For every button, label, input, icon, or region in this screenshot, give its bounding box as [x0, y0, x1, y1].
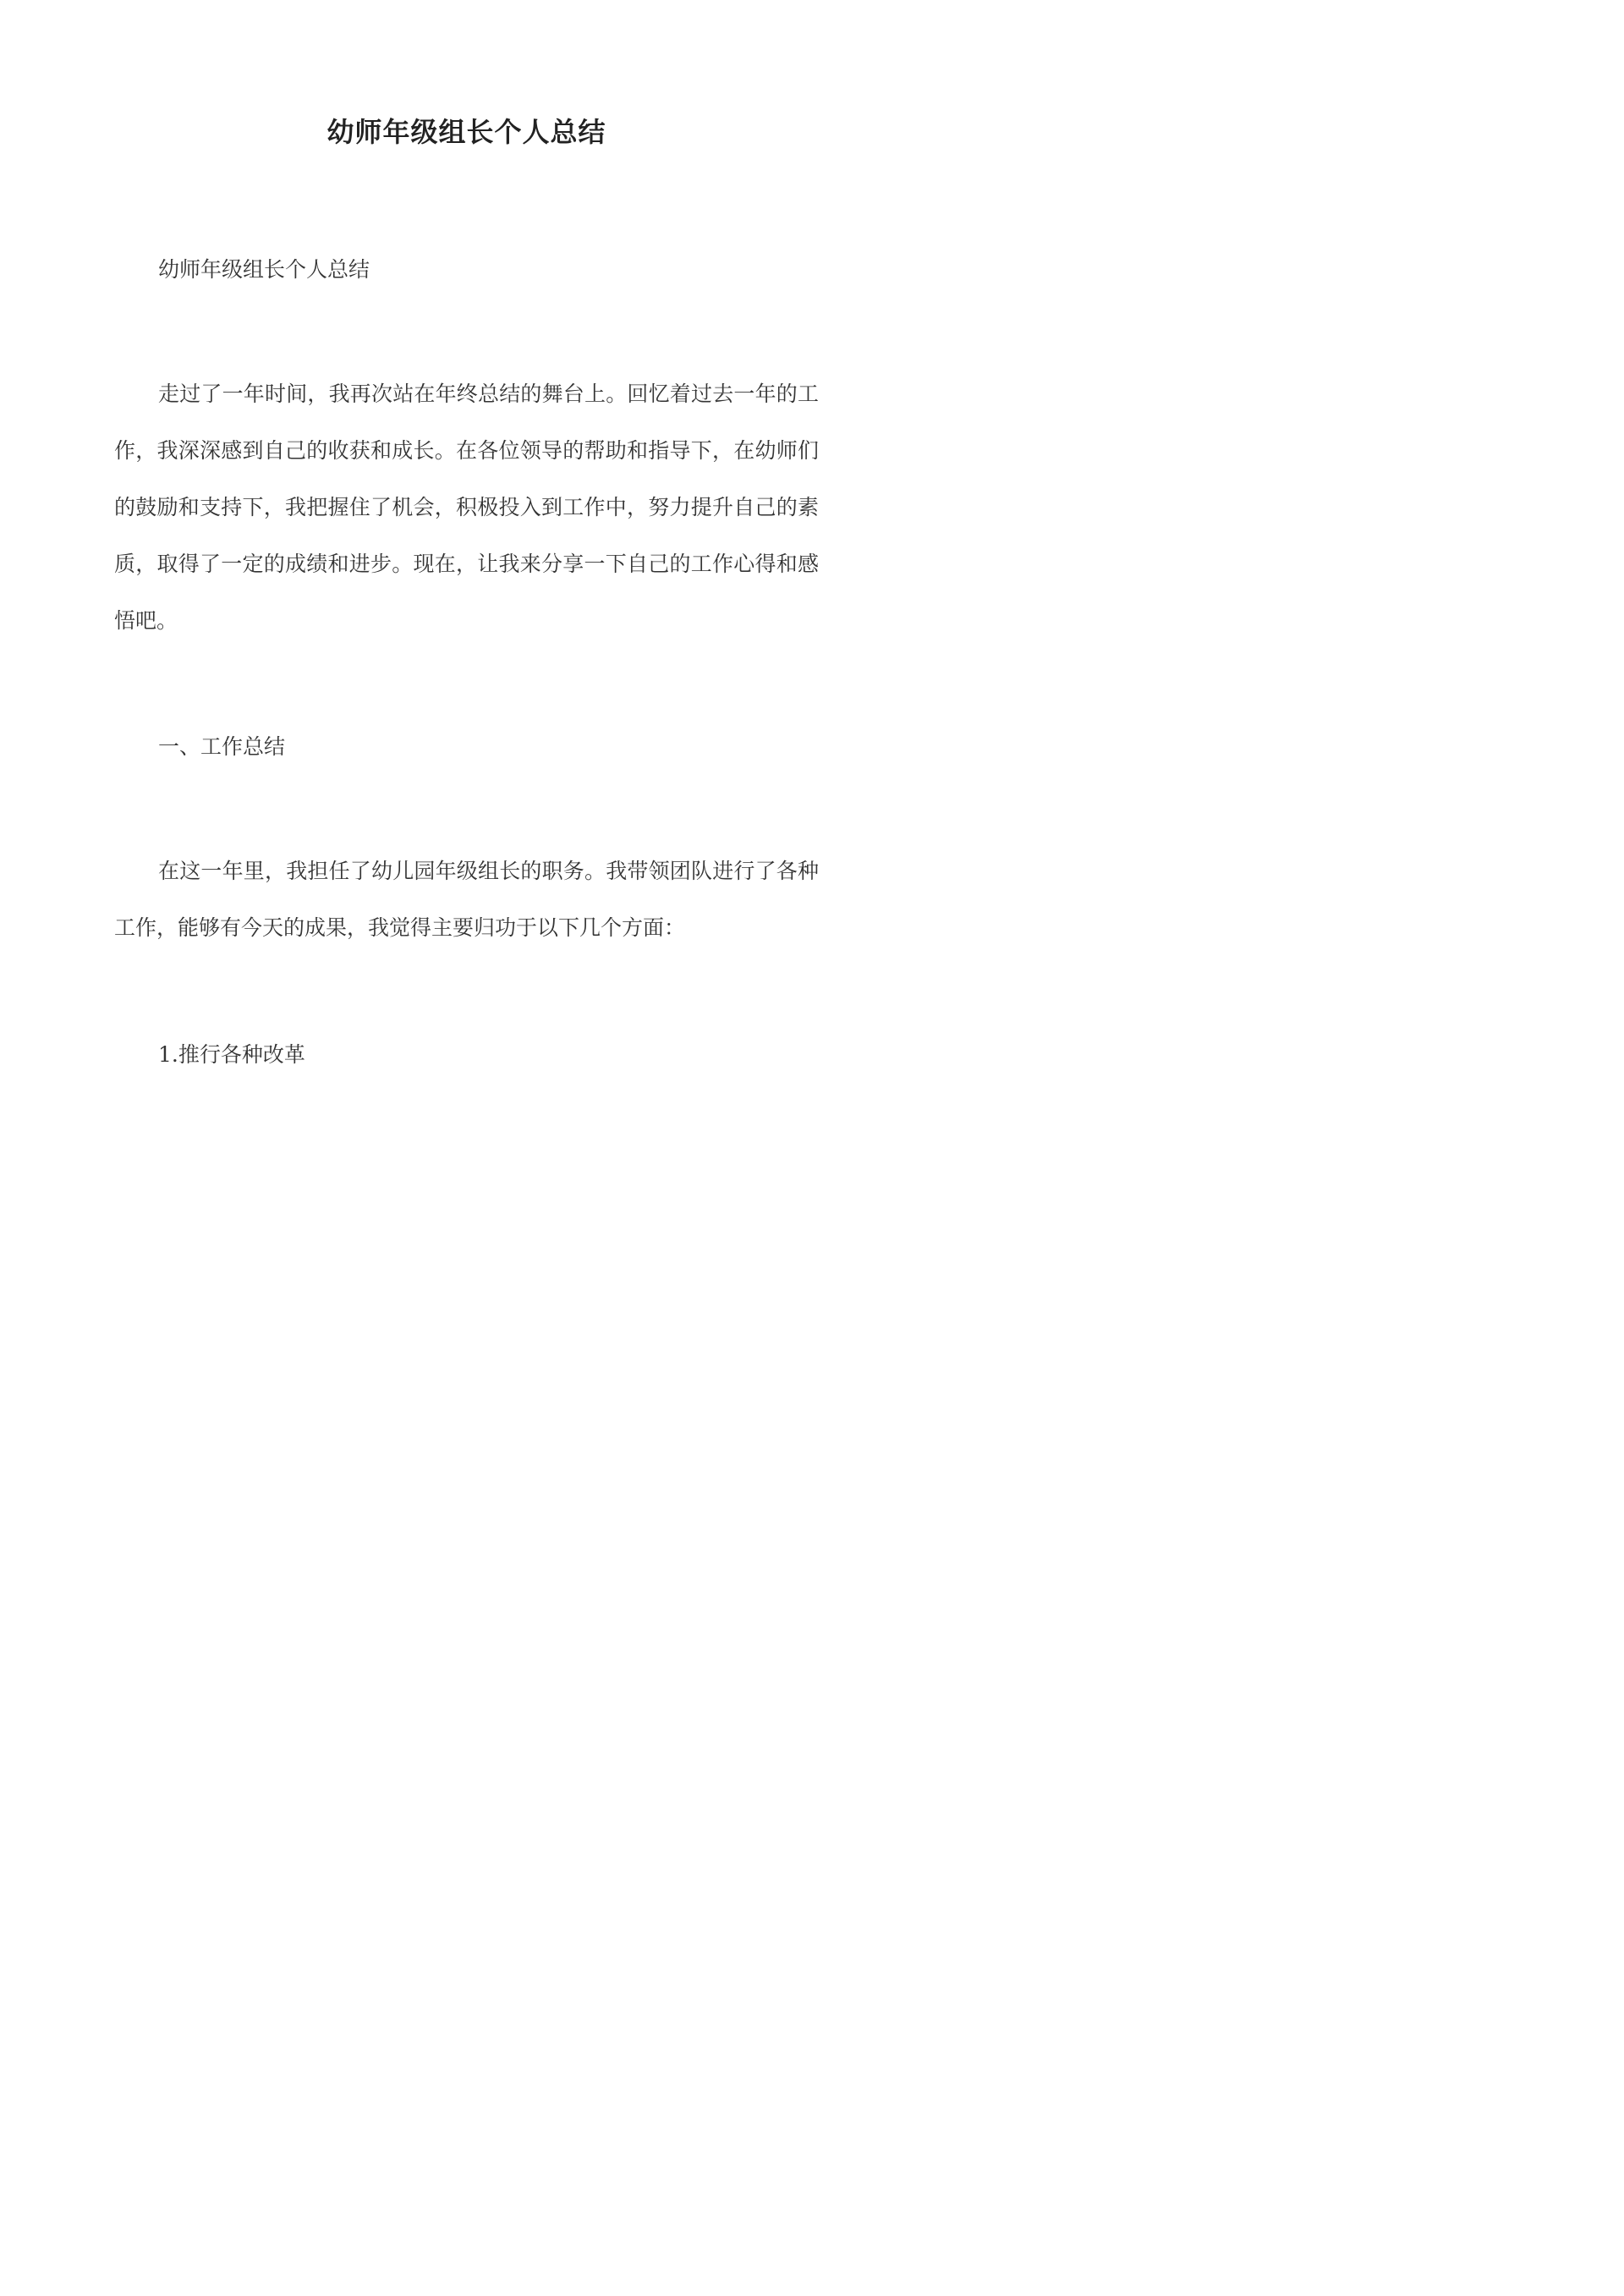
document-page — [0, 0, 933, 1319]
document-subtitle: 幼师年级组长个人总结 — [158, 257, 370, 282]
document-title: 幼师年级组长个人总结 — [326, 116, 606, 148]
item-heading-reforms: 1.推行各种改革 — [158, 1042, 305, 1067]
section-heading-work-summary: 一、工作总结 — [158, 734, 286, 759]
intro-paragraph: 走过了一年时间，我再次站在年终总结的舞台上。回忆着过去一年的工作，我深深感到自己的收获和成长。在各位领导的帮助和指导下，在幼师们的鼓励和支持下，我把握住了机会，积极投入到工作中，努力提升自己的素质，取得了一定的成绩和进步。现在，让我来分享一下自己的工作心得和感悟吧。 — [114, 382, 819, 633]
summary-paragraph: 在这一年里，我担任了幼儿园年级组长的职务。我带领团队进行了各种工作，能够有今天的成果，我觉得主要归功于以下几个方面： — [114, 859, 819, 940]
